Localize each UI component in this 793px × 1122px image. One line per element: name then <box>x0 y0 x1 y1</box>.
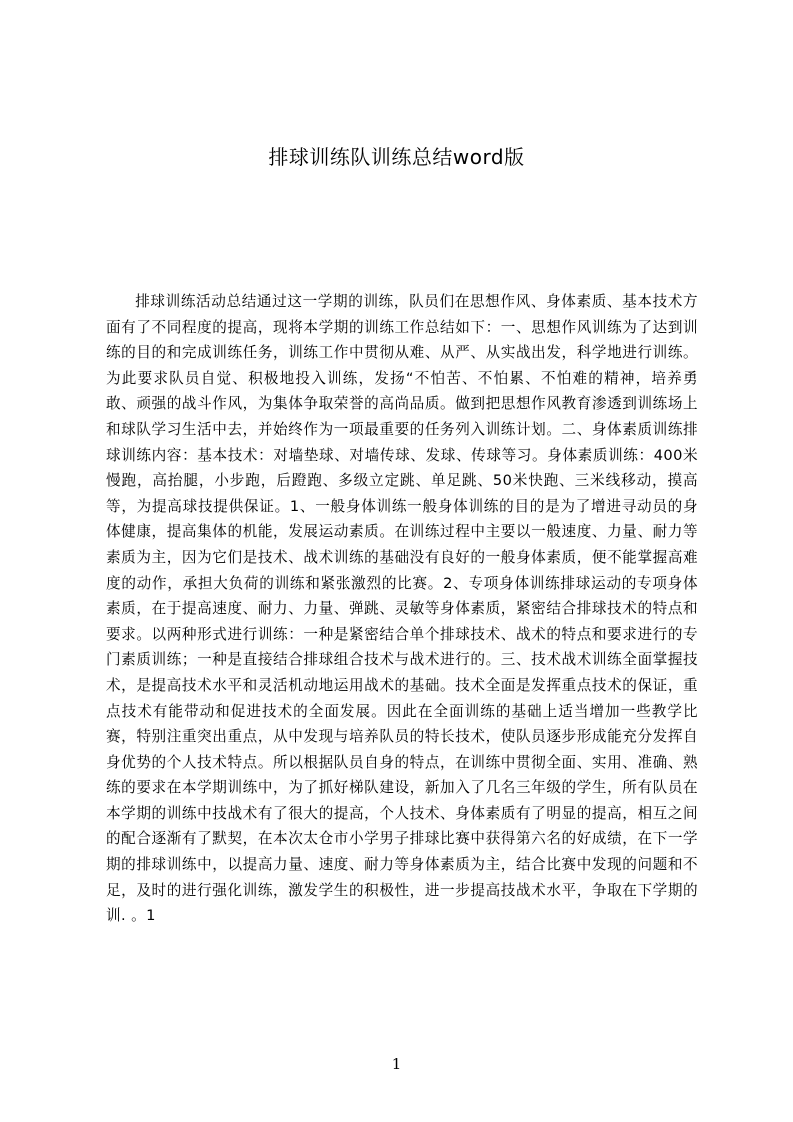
page-number: 1 <box>391 1055 402 1073</box>
document-title: 排球训练队训练总结word版 <box>268 145 525 169</box>
body-paragraph: 排球训练活动总结通过这一学期的训练，队员们在思想作风、身体素质、基本技术方面有了不同程度的提高，现将本学期的训练工作总结如下：一、思想作风训练为了达到训练的目的和完成训练任务，训练工作中贯彻从难、从严、从实战出发，科学地进行训练。为此要求队员自觉、积极地投入训练，发扬“不怕苦、不怕累、不怕难的精神，培养勇敢、顽强的战斗作风，为集体争取荣誉的高尚品质。做到把思想作风教育渗透到训练场上和球队学习生活中去，并始终作为一项最重要的任务列入训练计划。二、身体素质训练排球训练内容：基本技术：对墙垫球、对墙传球、发球、传球等习。身体素质训练：400米慢跑，高抬腿，小步跑，后蹬跑、多级立定跳、单足跳、50米快跑、三米线移动，摸高等，为提高球技提供保证。1、一般身体训练一般身体训练的目的是为了增进寻动员的身体健康，提高集体的机能，发展运动素质。在训练过程中主要以一般速度、力量、耐力等素质为主，因为它们是技术、战术训练的基础没有良好的一般身体素质，便不能掌握高难度的动作，承担大负荷的训练和紧张激烈的比赛。2、专项身体训练排球运动的专项身体素质，在于提高速度、耐力、力量、弹跳、灵敏等身体素质，紧密结合排球技术的特点和要求。以两种形式进行训练：一种是紧密结合单个排球技术、战术的特点和要求进行的专门素质训练；一种是直接结合排球组合技术与战术进行的。三、技术战术训练全面掌握技术，是提高技术水平和灵活机动地运用战术的基础。技术全面是发挥重点技术的保证，重点技术有能带动和促进技术的全面发展。因此在全面训练的基础上适当增加一些教学比赛，特别注重突出重点，从中发现与培养队员的特长技术，使队员逐步形成能充分发挥自身优势的个人技术特点。所以根据队员自身的特点，在训练中贯彻全面、实用、准确、熟练的要求在本学期训练中，为了抓好梯队建设，新加入了几名三年级的学生，所有队员在本学期的训练中技战术有了很大的提高，个人技术、身体素质有了明显的提高，相互之间的配合逐渐有了默契，在本次太仓市小学男子排球比赛中获得第六名的好成绩，在下一学期的排球训练中，以提高力量、速度、耐力等身体素质为主，结合比赛中发现的问题和不足，及时的进行强化训练，激发学生的积极性，进一步提高技战术水平，争取在下学期的训. 。1 <box>106 293 698 925</box>
